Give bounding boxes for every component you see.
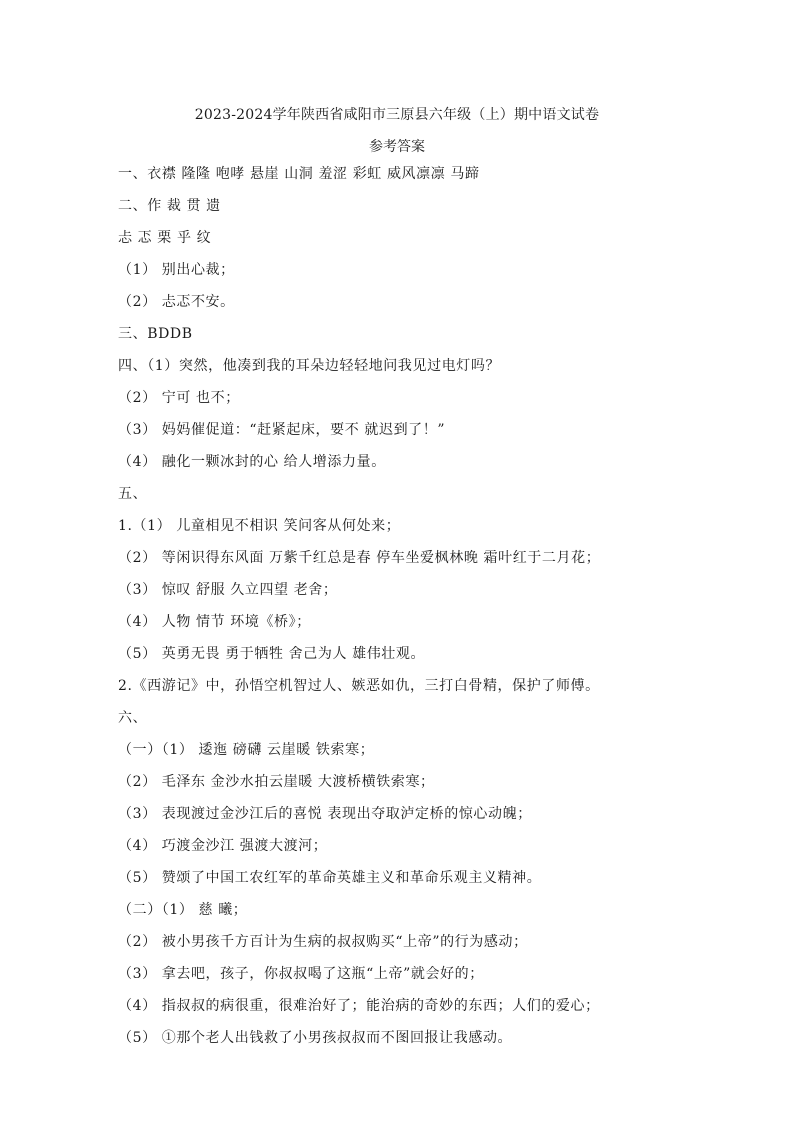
answer-line: （1） 别出心裁；	[118, 262, 235, 278]
answer-line: 一、衣襟 隆隆 咆哮 悬崖 山洞 羞涩 彩虹 威风凛凛 马蹄	[118, 166, 480, 182]
answer-line: （3） 拿去吧，孩子，你叔叔喝了这瓶“上帝”就会好的；	[118, 966, 484, 982]
answer-line: （4） 指叔叔的病很重，很难治好了；能治病的奇妙的东西；人们的爱心；	[118, 998, 600, 1014]
answer-line: （3） 表现渡过金沙江后的喜悦 表现出夺取泸定桥的惊心动魄；	[118, 806, 532, 822]
answer-lines	[118, 164, 678, 1060]
answer-line: （2） 宁可 也不；	[118, 390, 240, 406]
answer-line: （2） 忐忑不安。	[118, 294, 235, 310]
answer-line: 三、BDDB	[118, 326, 193, 342]
answer-line: 2.《西游记》中，孙悟空机智过人、嫉恶如仇，三打白骨精，保护了师傅。	[118, 678, 600, 694]
answer-line: （3） 妈妈催促道：“赶紧起床，要不 就迟到了！”	[118, 422, 446, 438]
answer-line: （5） 英勇无畏 勇于牺牲 舍己为人 雄伟壮观。	[118, 646, 426, 662]
answer-line: （3） 惊叹 舒服 久立四望 老舍；	[118, 582, 338, 598]
answer-line: （5） 赞颂了中国工农红军的革命英雄主义和革命乐观主义精神。	[118, 870, 542, 886]
answer-line: （二）（1） 慈 曦；	[118, 902, 248, 918]
answer-line: 二、作 裁 贯 遗	[118, 198, 221, 214]
answer-line: （4） 融化一颗冰封的心 给人增添力量。	[118, 454, 386, 470]
answer-line: （2） 等闲识得东风面 万紫千红总是春 停车坐爱枫林晚 霜叶红于二月花；	[118, 550, 601, 566]
answer-line: 五、	[118, 486, 148, 502]
answer-line: （2） 毛泽东 金沙水拍云崖暖 大渡桥横铁索寒；	[118, 774, 435, 790]
answer-line: 1.（1） 儿童相见不相识 笑问客从何处来；	[118, 518, 401, 534]
answer-line: （4） 人物 情节 环境《桥》；	[118, 614, 311, 630]
answer-line: （5） ①那个老人出钱救了小男孩叔叔而不图回报让我感动。	[118, 1030, 513, 1046]
document-title: 2023-2024学年陕西省咸阳市三原县六年级（上）期中语文试卷	[194, 107, 600, 123]
answer-line: （2） 被小男孩千方百计为生病的叔叔购买“上帝”的行为感动；	[118, 934, 528, 950]
answer-line: （一）（1） 逶迤 磅礴 云崖暖 铁索寒；	[118, 742, 375, 758]
answer-line: 六、	[118, 710, 148, 726]
answer-line: （4） 巧渡金沙江 强渡大渡河；	[118, 838, 328, 854]
answer-line: 忐 忑 栗 乎 纹	[118, 230, 212, 246]
answer-line: 四、（1）突然，他凑到我的耳朵边轻轻地问我见过电灯吗？	[118, 358, 501, 374]
document-subtitle: 参考答案	[369, 139, 425, 155]
